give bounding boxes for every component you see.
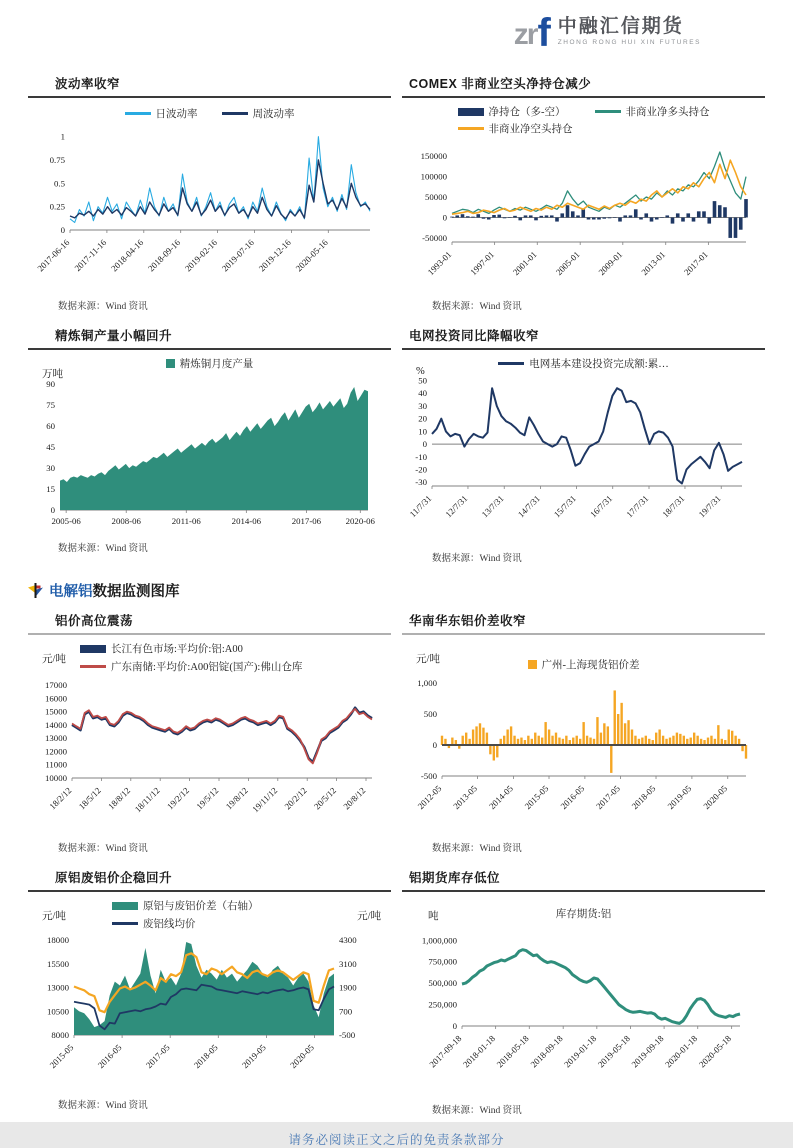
svg-text:15500: 15500 xyxy=(47,958,69,969)
svg-text:20/8/12: 20/8/12 xyxy=(341,785,368,812)
svg-text:2020-05: 2020-05 xyxy=(701,783,730,812)
title-rule xyxy=(28,890,391,892)
section-title xyxy=(49,580,180,601)
svg-text:2017-09-18: 2017-09-18 xyxy=(427,1033,464,1070)
chart-canvas-comex-positions xyxy=(402,102,765,292)
svg-text:-10: -10 xyxy=(415,451,427,462)
legend-item xyxy=(498,356,668,371)
legend-swatch xyxy=(112,922,138,925)
svg-text:2020-05-16: 2020-05-16 xyxy=(293,237,330,274)
legend-item xyxy=(80,641,243,656)
legend-label: 日波动率 xyxy=(155,109,198,120)
legend-item xyxy=(222,106,295,121)
chart-title: COMEX 非商业空头净持仓减少 xyxy=(409,77,592,91)
chart-block-scrap-aluminum xyxy=(28,868,391,1130)
legend-label: 非商业净多头持仓 xyxy=(625,107,710,118)
chart-canvas-grid-investment xyxy=(402,354,765,544)
svg-text:19/7/31: 19/7/31 xyxy=(696,493,723,520)
svg-text:2001-01: 2001-01 xyxy=(510,249,539,278)
chart-title: 原铝废铝价企稳回升 xyxy=(55,871,173,885)
svg-text:13000: 13000 xyxy=(47,982,69,993)
chart-row-4 xyxy=(28,868,765,1130)
legend-item xyxy=(80,659,302,674)
svg-text:0: 0 xyxy=(452,1021,457,1031)
svg-text:20: 20 xyxy=(418,413,427,424)
svg-text:0: 0 xyxy=(432,740,437,750)
chart-title: 铝价高位震荡 xyxy=(55,614,134,628)
svg-text:90: 90 xyxy=(46,379,55,390)
svg-text:750,000: 750,000 xyxy=(428,956,457,967)
svg-text:2009-01: 2009-01 xyxy=(596,249,625,278)
chart-legend xyxy=(402,906,765,921)
company-logo xyxy=(513,11,701,55)
chart-legend xyxy=(402,657,765,672)
svg-text:2018-05: 2018-05 xyxy=(629,783,658,812)
svg-text:2013-01: 2013-01 xyxy=(639,249,668,278)
svg-text:2016-05: 2016-05 xyxy=(95,1042,124,1071)
svg-text:16000: 16000 xyxy=(45,693,67,704)
svg-text:2019-07-16: 2019-07-16 xyxy=(219,237,256,274)
legend-item xyxy=(112,916,196,931)
chart-svg xyxy=(28,354,380,534)
svg-text:-500: -500 xyxy=(339,1030,356,1040)
chart-title: 华南华东铝价差收窄 xyxy=(409,614,527,628)
svg-text:700: 700 xyxy=(339,1006,353,1017)
data-source: 数据来源：Wind 资讯 xyxy=(58,302,148,312)
axis-unit-label-left: 元/吨 xyxy=(42,911,66,922)
title-rule xyxy=(402,633,765,635)
legend-item xyxy=(528,657,640,672)
legend-label: 非商业净空头持仓 xyxy=(488,124,573,135)
chart-row-1 xyxy=(28,74,765,326)
chart-title: 铝期货库存低位 xyxy=(409,871,501,885)
svg-text:2018-09-16: 2018-09-16 xyxy=(146,237,183,274)
title-rule xyxy=(402,348,765,350)
svg-text:2015-05: 2015-05 xyxy=(522,783,551,812)
svg-text:12/7/31: 12/7/31 xyxy=(443,493,470,520)
legend-item xyxy=(125,106,198,121)
svg-text:3100: 3100 xyxy=(339,958,357,969)
company-name-cn: 中融汇信期货 xyxy=(557,16,684,37)
logo-mark-zr: zr xyxy=(513,18,537,51)
title-rule xyxy=(28,96,391,98)
legend-label: 广州-上海现货铝价差 xyxy=(541,660,640,671)
chart-row-3 xyxy=(28,611,765,868)
svg-text:2015-05: 2015-05 xyxy=(47,1042,76,1071)
svg-text:0.25: 0.25 xyxy=(49,201,65,212)
svg-text:20/5/12: 20/5/12 xyxy=(311,785,339,812)
svg-text:2012-05: 2012-05 xyxy=(415,783,444,812)
legend-label: 周波动率 xyxy=(252,109,295,120)
svg-text:11/7/31: 11/7/31 xyxy=(407,493,434,520)
svg-text:16/7/31: 16/7/31 xyxy=(588,493,615,520)
legend-swatch xyxy=(80,645,106,653)
svg-text:1: 1 xyxy=(60,131,65,142)
chart-legend xyxy=(402,356,765,371)
legend-label: 原铝与废铝价差（右轴） xyxy=(143,901,259,912)
company-name-en: ZHONG RONG HUI XIN FUTURES xyxy=(557,39,701,46)
svg-text:1997-01: 1997-01 xyxy=(468,249,497,278)
chart-block-comex-positions xyxy=(402,74,765,326)
legend-swatch xyxy=(458,108,484,116)
legend-swatch xyxy=(166,359,175,368)
svg-text:250,000: 250,000 xyxy=(428,999,457,1010)
svg-text:2013-05: 2013-05 xyxy=(451,783,479,812)
chart-canvas-volatility xyxy=(28,102,391,292)
svg-text:19/5/12: 19/5/12 xyxy=(194,785,221,812)
svg-text:30: 30 xyxy=(46,463,55,474)
axis-unit-label: 万吨 xyxy=(42,369,63,380)
svg-text:1900: 1900 xyxy=(339,982,357,993)
legend-swatch xyxy=(528,660,537,669)
svg-text:20/2/12: 20/2/12 xyxy=(282,785,309,812)
svg-text:2019-01-18: 2019-01-18 xyxy=(562,1033,599,1070)
chart-legend xyxy=(28,356,391,371)
legend-label: 电网基本建设投资完成额:累… xyxy=(529,359,669,370)
legend-swatch xyxy=(595,110,621,113)
svg-text:75: 75 xyxy=(46,400,55,411)
svg-text:15000: 15000 xyxy=(45,706,67,717)
svg-text:18/11/12: 18/11/12 xyxy=(132,785,162,815)
svg-text:2020-05: 2020-05 xyxy=(288,1042,316,1071)
legend-swatch xyxy=(222,112,248,115)
svg-text:14/7/31: 14/7/31 xyxy=(515,493,542,520)
chart-block-aluminum-price xyxy=(28,611,391,868)
chart-block-futures-inventory xyxy=(402,868,765,1130)
chart-title: 精炼铜产量小幅回升 xyxy=(55,329,173,343)
svg-text:50: 50 xyxy=(418,375,427,386)
svg-text:150000: 150000 xyxy=(420,151,447,162)
svg-text:500: 500 xyxy=(423,709,437,719)
chart-title: 波动率收窄 xyxy=(55,77,121,91)
svg-text:2016-05: 2016-05 xyxy=(558,783,587,812)
data-source: 数据来源：Wind 资讯 xyxy=(432,554,522,564)
svg-text:50000: 50000 xyxy=(425,192,447,203)
legend-item xyxy=(458,104,573,119)
svg-text:0: 0 xyxy=(50,505,55,515)
svg-text:30: 30 xyxy=(418,400,427,411)
svg-text:2020-06: 2020-06 xyxy=(345,516,375,526)
legend-item xyxy=(458,121,573,136)
svg-text:-30: -30 xyxy=(415,477,427,488)
svg-text:0.5: 0.5 xyxy=(54,178,65,189)
title-rule xyxy=(28,633,391,635)
legend-swatch xyxy=(80,665,106,668)
chart-svg xyxy=(402,896,754,1096)
svg-text:8000: 8000 xyxy=(51,1030,69,1040)
chart-legend xyxy=(28,641,391,674)
legend-item xyxy=(556,906,611,921)
svg-text:2020-01-18: 2020-01-18 xyxy=(663,1033,700,1070)
legend-label: 精炼铜月度产量 xyxy=(179,359,254,370)
chart-canvas-copper-output xyxy=(28,354,391,534)
svg-text:18000: 18000 xyxy=(47,935,69,945)
svg-text:-500: -500 xyxy=(420,771,437,781)
axis-unit-label: 元/吨 xyxy=(42,654,66,665)
svg-text:0.75: 0.75 xyxy=(49,155,65,165)
svg-text:2017-06: 2017-06 xyxy=(291,516,322,526)
svg-text:2019-05: 2019-05 xyxy=(665,783,694,812)
chart-canvas-aluminum-price xyxy=(28,639,391,834)
svg-text:13/7/31: 13/7/31 xyxy=(479,493,506,520)
legend-label: 广东南储:平均价:A00铝锭(国产):佛山仓库 xyxy=(111,662,303,673)
svg-text:19/11/12: 19/11/12 xyxy=(250,785,280,815)
logo-text xyxy=(558,16,701,46)
data-source: 数据来源：Wind 资讯 xyxy=(58,1101,148,1111)
svg-text:2018-04-16: 2018-04-16 xyxy=(109,237,146,274)
svg-text:4300: 4300 xyxy=(339,935,357,945)
svg-text:2005-01: 2005-01 xyxy=(553,249,582,278)
legend-item xyxy=(112,898,259,913)
data-source: 数据来源：Wind 资讯 xyxy=(432,302,522,312)
section-title-rest: 数据监测图库 xyxy=(92,584,180,600)
data-source: 数据来源：Wind 资讯 xyxy=(58,844,148,854)
legend-item xyxy=(595,104,710,119)
svg-text:-20: -20 xyxy=(415,464,427,475)
data-source: 数据来源：Wind 资讯 xyxy=(432,844,522,854)
data-source: 数据来源：Wind 资讯 xyxy=(58,544,148,554)
chart-title: 电网投资同比降幅收窄 xyxy=(409,329,540,343)
svg-text:0: 0 xyxy=(422,439,427,450)
chart-svg xyxy=(402,354,754,544)
legend-item xyxy=(166,356,254,371)
svg-text:13000: 13000 xyxy=(45,733,67,744)
logo-mark xyxy=(513,11,551,55)
chart-block-volatility xyxy=(28,74,391,326)
svg-text:2018-09-18: 2018-09-18 xyxy=(528,1033,565,1070)
svg-text:1,000: 1,000 xyxy=(417,678,437,688)
svg-text:2014-05: 2014-05 xyxy=(487,783,515,812)
svg-text:2017-11-16: 2017-11-16 xyxy=(72,237,109,274)
svg-text:2017-01: 2017-01 xyxy=(681,249,710,278)
svg-text:11000: 11000 xyxy=(45,759,67,770)
chart-legend xyxy=(402,104,765,136)
chart-legend xyxy=(28,898,391,931)
svg-text:19/2/12: 19/2/12 xyxy=(164,785,192,812)
svg-text:12000: 12000 xyxy=(45,746,67,757)
chart-canvas-regional-spread xyxy=(402,639,765,834)
report-body xyxy=(28,74,765,1148)
svg-text:2011-06: 2011-06 xyxy=(171,516,201,526)
chart-svg xyxy=(28,102,380,292)
svg-text:1993-01: 1993-01 xyxy=(425,249,454,278)
legend-label: 废铝线均价 xyxy=(143,919,196,930)
legend-label: 净持仓（多-空） xyxy=(488,107,566,118)
legend-label: 库存期货:铝 xyxy=(555,909,612,920)
svg-text:1,000,000: 1,000,000 xyxy=(421,935,457,946)
svg-text:2019-02-16: 2019-02-16 xyxy=(182,237,220,274)
title-rule xyxy=(402,96,765,98)
chart-canvas-futures-inventory xyxy=(402,896,765,1096)
svg-text:2019-05: 2019-05 xyxy=(240,1042,268,1071)
chart-row-2 xyxy=(28,326,765,578)
svg-text:2005-06: 2005-06 xyxy=(51,516,81,526)
chart-block-grid-investment xyxy=(402,326,765,578)
axis-unit-label: % xyxy=(416,366,425,377)
svg-text:14000: 14000 xyxy=(45,719,67,730)
axis-unit-label: 吨 xyxy=(428,911,439,922)
logo-mark-f: f xyxy=(537,11,551,55)
svg-text:2018-01-18: 2018-01-18 xyxy=(460,1033,498,1070)
svg-text:2017-05: 2017-05 xyxy=(143,1042,172,1071)
data-source: 数据来源：Wind 资讯 xyxy=(432,1106,522,1116)
svg-text:40: 40 xyxy=(418,388,427,399)
svg-text:-50000: -50000 xyxy=(422,232,447,243)
svg-text:2019-09-18: 2019-09-18 xyxy=(629,1033,666,1070)
svg-text:2008-06: 2008-06 xyxy=(111,516,141,526)
svg-text:100000: 100000 xyxy=(420,171,447,182)
svg-text:18/5/12: 18/5/12 xyxy=(76,785,103,812)
svg-text:2018-05-18: 2018-05-18 xyxy=(494,1033,531,1070)
svg-text:0: 0 xyxy=(442,212,447,223)
svg-text:15/7/31: 15/7/31 xyxy=(551,493,578,520)
svg-text:500,000: 500,000 xyxy=(428,978,457,989)
axis-unit-label-right: 元/吨 xyxy=(357,911,381,922)
svg-text:60: 60 xyxy=(46,421,55,432)
footer-disclaimer: 请务必阅读正文之后的免责条款部分 xyxy=(288,1133,505,1147)
chart-canvas-scrap-aluminum xyxy=(28,896,391,1091)
svg-text:17000: 17000 xyxy=(45,680,67,690)
svg-text:2017-06-16: 2017-06-16 xyxy=(35,237,72,274)
svg-text:10: 10 xyxy=(418,426,427,437)
svg-text:18/2/12: 18/2/12 xyxy=(47,785,74,812)
legend-swatch xyxy=(458,127,484,130)
svg-text:2017-05: 2017-05 xyxy=(594,783,622,812)
svg-text:10500: 10500 xyxy=(47,1006,69,1017)
section-bullet-icon xyxy=(28,583,43,599)
title-rule xyxy=(28,348,391,350)
svg-text:0: 0 xyxy=(60,225,65,235)
svg-text:2018-05: 2018-05 xyxy=(191,1042,220,1071)
legend-swatch xyxy=(112,902,138,910)
legend-swatch xyxy=(498,362,524,365)
svg-text:15: 15 xyxy=(46,484,55,495)
legend-swatch xyxy=(125,112,151,115)
svg-text:10000: 10000 xyxy=(45,773,67,783)
chart-legend xyxy=(28,106,391,121)
chart-block-regional-spread xyxy=(402,611,765,868)
svg-text:45: 45 xyxy=(46,442,55,453)
chart-block-copper-output xyxy=(28,326,391,578)
section-title-highlight: 电解铝 xyxy=(49,584,93,600)
svg-text:2019-05-18: 2019-05-18 xyxy=(595,1033,632,1070)
section-header-aluminum xyxy=(28,580,765,601)
axis-unit-label: 元/吨 xyxy=(416,654,440,665)
svg-text:18/8/12: 18/8/12 xyxy=(106,785,133,812)
svg-text:18/7/31: 18/7/31 xyxy=(660,493,687,520)
svg-text:17/7/31: 17/7/31 xyxy=(624,493,651,520)
svg-text:19/8/12: 19/8/12 xyxy=(223,785,250,812)
svg-text:2020-05-18: 2020-05-18 xyxy=(696,1033,734,1070)
title-rule xyxy=(402,890,765,892)
svg-text:2019-12-16: 2019-12-16 xyxy=(256,237,293,274)
legend-label: 长江有色市场:平均价:铝:A00 xyxy=(111,644,243,655)
svg-text:2014-06: 2014-06 xyxy=(231,516,262,526)
